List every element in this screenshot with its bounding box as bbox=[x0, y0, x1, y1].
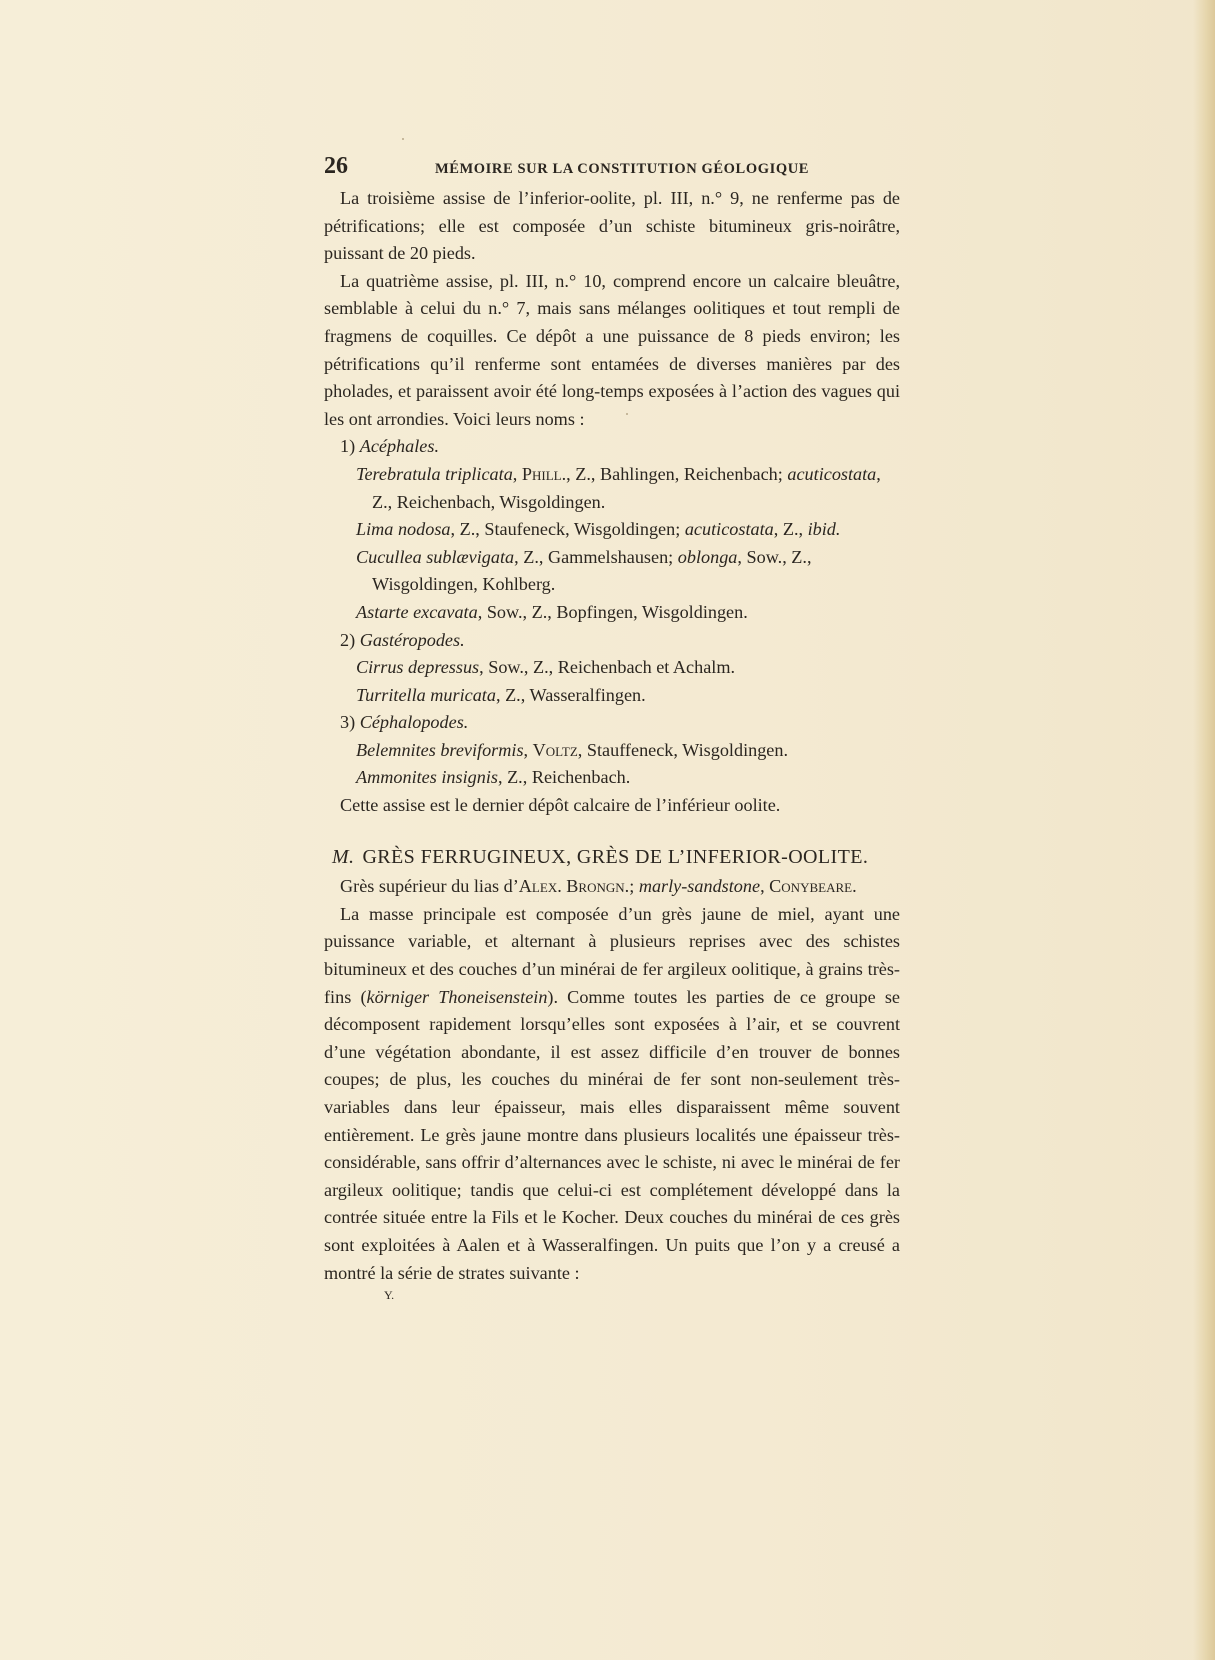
section-title bbox=[324, 844, 900, 872]
author-name: Conybeare. bbox=[769, 876, 857, 897]
italic-text: Belemnites breviformis bbox=[356, 739, 524, 760]
paragraph-last-limestone: Cette assise est le dernier dépôt calcaire de l’inférieur oolite. bbox=[340, 795, 781, 816]
paragraph-ferruginous-sandstone bbox=[324, 901, 900, 1287]
text-run: , Z., Wasseralfingen. bbox=[495, 684, 646, 705]
fossil-entry bbox=[324, 737, 900, 765]
text-run: , bbox=[512, 463, 522, 484]
fossil-entry bbox=[324, 599, 900, 627]
fossil-group-heading bbox=[324, 627, 900, 655]
fossil-entry bbox=[324, 516, 900, 544]
synonyms-line bbox=[324, 873, 900, 901]
fossil-group-heading bbox=[324, 433, 900, 461]
italic-text: Cirrus depressus bbox=[356, 657, 480, 678]
section-heading: GRÈS FERRUGINEUX, GRÈS DE L’INFERIOR-OOLITE. bbox=[362, 845, 869, 868]
text-run: ; bbox=[629, 876, 639, 897]
text-run: , Z., Reichenbach. bbox=[497, 767, 631, 788]
text-run: , bbox=[523, 739, 533, 760]
italic-text: oblonga bbox=[677, 546, 738, 567]
italic-text: Astarte excavata bbox=[356, 601, 478, 622]
running-head: MÉMOIRE SUR LA CONSTITUTION GÉOLOGIQUE bbox=[434, 161, 810, 177]
page-edge-shadow bbox=[1193, 0, 1215, 1660]
italic-text: marly-sandstone bbox=[638, 876, 761, 897]
italic-text: körniger Thoneisenstein bbox=[366, 986, 548, 1007]
author-name: Alex. Brongn. bbox=[518, 876, 630, 897]
paper-speck bbox=[402, 138, 404, 140]
italic-text: Cucullea sublævigata bbox=[356, 546, 515, 567]
text-run: ). Comme toutes les parties de ce groupe se décomposent rapidement lorsqu’elles sont exposées à l’air, et se couvrent d’une végétation abondante, il est assez difficile d’en trouver de bonnes coupes; de plus, les couches du minérai de fer sont non-seulement très-variables dans leur épaisseur, mais elles disparaissent même souvent entièrement. Le grès jaune montre dans plusieurs localités une épaisseur très-considérable, sans offrir d’alternances avec le schiste, ni avec le minérai de fer argileux oolitique; tandis que celui-ci est complétement développé dans la contrée située entre la Fils et le Kocher. Deux couches du minérai de ces grès sont exploitées à Aalen et à Wasseralfingen. Un puits que l’on y a creusé a montré la série de strates suivante : bbox=[324, 986, 900, 1283]
text-run: , Z., Gammelshausen; bbox=[514, 546, 678, 567]
group-title: Gastéropodes. bbox=[359, 629, 465, 650]
fossil-entry bbox=[324, 654, 900, 682]
fossil-list bbox=[324, 433, 900, 792]
text-run: , Sow., Z., Reichenbach et Achalm. bbox=[479, 657, 736, 678]
page-number: 26 bbox=[324, 153, 348, 179]
paragraph-fourth-layer: La quatrième assise, pl. III, n.° 10, comprend encore un calcaire bleuâtre, semblable à celui du n.° 7, mais sans mélanges oolitiques et tout rempli de fragmens de coquilles. Ce dépôt a une puissance de 8 pieds environ; les pétrifications qu’il renferme sont entamées de diverses manières par des pholades, et paraissent avoir été long-temps exposées à l’action des vagues qui les ont arrondies. Voici leurs noms : bbox=[324, 270, 900, 429]
group-number: 3) bbox=[340, 712, 360, 733]
group-number: 2) bbox=[340, 629, 360, 650]
text-run: , Z., Bahlingen, Reichenbach; bbox=[566, 463, 788, 484]
text-run: , Z., Staufeneck, Wisgoldingen; bbox=[450, 519, 685, 540]
paragraph-third-layer: La troisième assise de l’inferior-oolite, pl. III, n.° 9, ne renferme pas de pétrifications; elle est composée d’un schiste bitumineux gris-noirâtre, puissant de 20 pieds. bbox=[324, 188, 900, 264]
fossil-entry bbox=[324, 544, 900, 599]
text-run: , Z., bbox=[773, 519, 808, 540]
text-run: , Stauffeneck, Wisgoldingen. bbox=[577, 739, 789, 760]
italic-text: acuticostata bbox=[787, 463, 877, 484]
italic-text: ibid. bbox=[807, 519, 841, 540]
italic-text: acuticostata bbox=[684, 519, 774, 540]
fossil-entry bbox=[324, 682, 900, 710]
text-run: , bbox=[760, 876, 770, 897]
italic-text: Turritella muricata bbox=[356, 684, 496, 705]
group-number: 1) bbox=[340, 436, 360, 457]
group-title: Acéphales. bbox=[359, 436, 439, 457]
text-run: , Z., Reichenbach, Wisgoldingen. bbox=[372, 463, 881, 512]
group-title: Céphalopodes. bbox=[359, 712, 469, 733]
italic-text: Lima nodosa bbox=[356, 519, 451, 540]
text-block bbox=[324, 153, 900, 1303]
page-header bbox=[324, 153, 900, 185]
fossil-entry bbox=[324, 461, 900, 516]
section-letter: M. bbox=[332, 845, 355, 868]
fossil-entry bbox=[324, 764, 900, 792]
fossil-group-heading bbox=[324, 709, 900, 737]
author-name: Voltz bbox=[532, 739, 578, 760]
italic-text: Terebratula triplicata bbox=[356, 463, 513, 484]
text-run: , Sow., Z., Wisgoldingen, Kohlberg. bbox=[372, 546, 812, 595]
italic-text: Ammonites insignis bbox=[356, 767, 498, 788]
author-name: Phill. bbox=[521, 463, 567, 484]
text-run: , Sow., Z., Bopfingen, Wisgoldingen. bbox=[477, 601, 748, 622]
text-run: Grès supérieur du lias d’ bbox=[340, 876, 519, 897]
signature-mark: Y. bbox=[384, 1288, 395, 1303]
text-run: La masse principale est composée d’un grès jaune de miel, ayant une puissance variable, et alternant à plusieurs reprises avec des schistes bitumineux et des couches d’un minérai de fer argileux oolitique, à grains très-fins ( bbox=[324, 903, 900, 1007]
